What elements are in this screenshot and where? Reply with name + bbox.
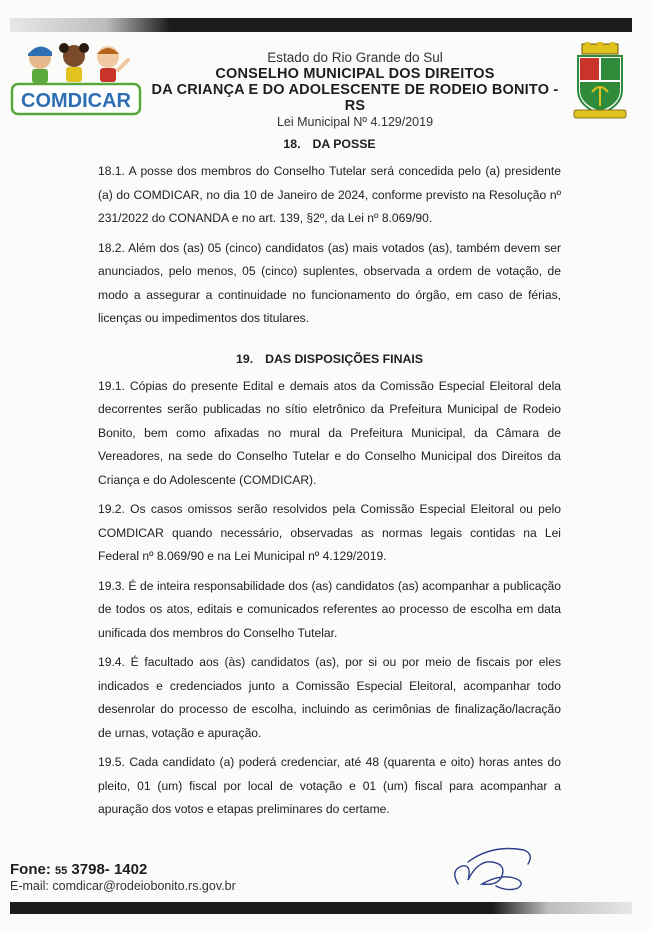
- municipal-crest-icon: [570, 42, 630, 122]
- header-decorative-bar: [10, 18, 632, 32]
- paragraph-19-1: 19.1. Cópias do presente Edital e demais atos da Comissão Especial Eleitoral dela decorrentes serão publicadas no sítio eletrônico da Prefeitura Municipal de Rodeio Bonito, bem como afixadas no mural da Prefeitura Municipal, da Câmara de Vereadores, na sede do Conselho Tutelar e do Conselho Municipal dos Direitos da Criança e do Adolescente (COMDICAR).: [98, 378, 561, 487]
- section-19-number: 19.: [236, 351, 254, 366]
- header-law: Lei Municipal Nº 4.129/2019: [276, 115, 434, 129]
- section-18-heading: [98, 136, 561, 152]
- section-18-number: 18.: [283, 137, 301, 151]
- header-council-line2: DA CRIANÇA E DO ADOLESCENTE DE RODEIO BONITO - RS: [151, 82, 559, 114]
- paragraph-18-1: 18.1. A posse dos membros do Conselho Tutelar será concedida pelo (a) presidente (a) do COMDICAR, no dia 10 de Janeiro de 2024, conforme previsto na Resolução nº 231/2022 do CONANDA e no art. 139, §2º, da Lei nº 8.069/90.: [98, 164, 561, 225]
- phone-label: Fone:: [10, 861, 51, 878]
- section-19-title: DAS DISPOSIÇÕES FINAIS: [265, 351, 423, 366]
- paragraph-19-5: 19.5. Cada candidato (a) poderá credenciar, até 48 (quarenta e oito) horas antes do pleito, 01 (um) fiscal por local de votação e 01 (um) fiscal para acompanhar a apuração dos votos e etapas preliminares do certame.: [98, 755, 561, 816]
- paragraph-18-2: 18.2. Além dos (as) 05 (cinco) candidatos (as) mais votados (as), também devem ser anunciados, pelo menos, 05 (cinco) suplentes, observada a ordem de votação, de modo a assegurar a continuidade no funcionamento do órgão, em caso de férias, licenças ou impedimentos dos titulares.: [98, 240, 561, 325]
- phone-number: 3798- 1402: [71, 861, 148, 878]
- section-18-title: DA POSSE: [312, 137, 376, 151]
- logo-text: COMDICAR: [21, 90, 131, 112]
- document-body: [98, 136, 561, 822]
- paragraph-19-3: 19.3. É de inteira responsabilidade dos (as) candidatos (as) acompanhar a publicação de todos os atos, editais e comunicados referentes ao processo de escolha em data unificada dos membros do Conselho Tutelar.: [98, 578, 561, 640]
- header-state: Estado do Rio Grande do Sul: [267, 50, 443, 65]
- paragraph-19-4: 19.4. É facultado aos (às) candidatos (as), por si ou por meio de fiscais por eles indicados e credenciados junto a Comissão Especial Eleitoral, acompanhar todo desenrolar do processo de escolha, incluindo as cerimônias de finalização/lacração de urnas, votação e apuração.: [98, 655, 561, 740]
- footer-phone: [10, 861, 147, 878]
- comdicar-logo: [10, 40, 142, 116]
- footer-email: E-mail: comdicar@rodeiobonito.rs.gov.br: [10, 879, 236, 893]
- paragraph-19-2: 19.2. Os casos omissos serão resolvidos pela Comissão Especial Eleitoral ou pelo COMDICAR quando necessário, observadas as normas legais contidas na Lei Federal nº 8.069/90 e na Lei Municipal nº 4.129/2019.: [98, 502, 561, 563]
- handwritten-signature: [448, 840, 538, 896]
- phone-ddd: 55: [55, 865, 68, 877]
- footer-decorative-bar: [10, 902, 632, 914]
- header-council-line1: CONSELHO MUNICIPAL DOS DIREITOS: [215, 66, 495, 82]
- letterhead: [150, 50, 560, 130]
- section-19-heading: [98, 351, 561, 367]
